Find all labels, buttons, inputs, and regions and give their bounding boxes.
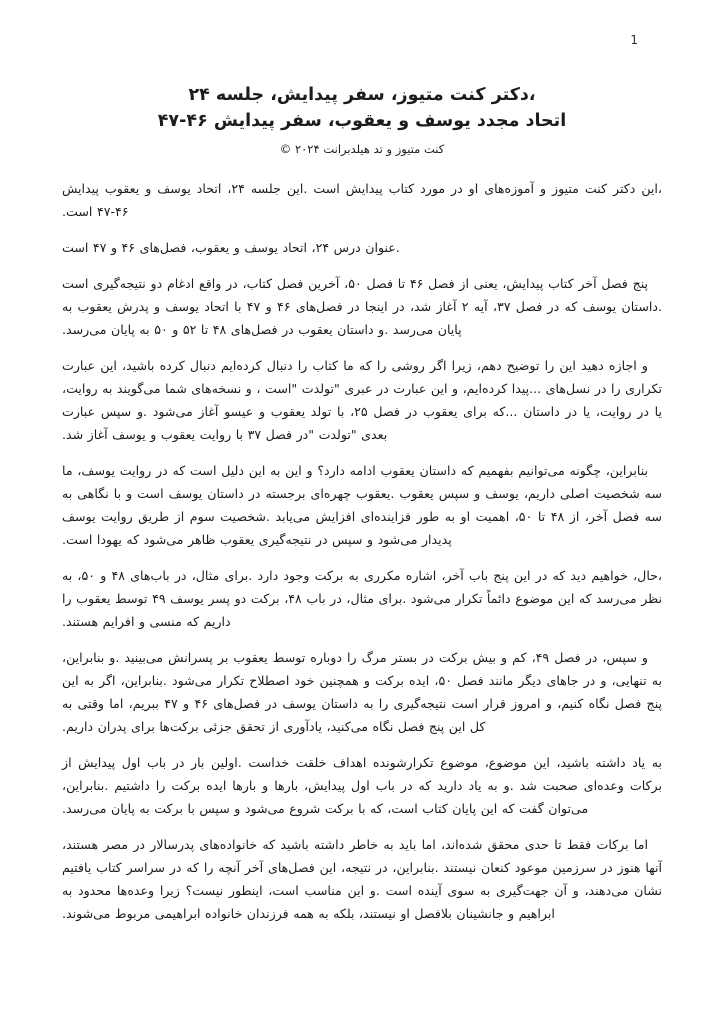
paragraph: اما برکات فقط تا حدی محقق شده‌اند، اما باید به خاطر داشته باشید که خانواده‌های پدرسالار در مصر هستند، آنها هنوز در سرزمین موعود کنعان نیستند .بنابراین، در نتیجه، این فصل‌های آخر آنچه را که در سراسر کتاب یافتیم نشان می‌دهند، و آن جهت‌گیری به سوی آینده است .و این مناسب است، اینطور نیست؟ زیرا وعده‌ها محدود به ابراهیم و جانشینان بلافصل او نیستند، بلکه به همه فرزندان خانواده ابراهیمی مربوط می‌شوند. <box>62 837 662 921</box>
paragraph: بنابراین، چگونه می‌توانیم بفهمیم که داستان یعقوب ادامه دارد؟ و این به این دلیل است که در روایت یوسف، ما سه شخصیت اصلی داریم، یوسف و سپس یعقوب .یعقوب چهره‌ای برجسته در داستان یوسف است و با نگاهی به سه فصل آخر، از ۴۸ تا ۵۰، اهمیت او به طور فزاینده‌ای افزایش می‌یابد .شخصیت سوم از طریق روایت یوسف پدیدار می‌شود و سپس در نتیجه‌گیری یعقوب ظاهر می‌شود که یهودا است. <box>62 463 662 547</box>
paragraph: پنج فصل آخر کتاب پیدایش، یعنی از فصل ۴۶ تا فصل ۵۰، آخرین فصل کتاب، در واقع ادغام دو نتیجه‌گیری است .داستان یوسف که در فصل ۳۷، آیه ۲ آغاز شد، در اینجا در فصل‌های ۴۶ و ۴۷ با اتحاد یوسف و پدرش یعقوب به پایان می‌رسد .و داستان یعقوب در فصل‌های ۴۸ تا ۵۲ و ۵۰ به پایان می‌رسد. <box>62 276 663 337</box>
document-title-line-1: ،دکتر کنت متیوز، سفر پیدایش، جلسه ۲۴ <box>188 85 536 105</box>
document-body <box>62 177 662 925</box>
copyright-line: کنت متیوز و تد هیلدبرانت ۲۰۲۴ © <box>279 142 445 156</box>
title-block <box>0 82 724 157</box>
paragraph: .عنوان درس ۲۴، اتحاد یوسف و یعقوب، فصل‌های ۴۶ و ۴۷ است <box>62 240 400 255</box>
document-title-line-2: اتحاد مجدد یوسف و یعقوب، سفر پیدایش ۴۶-۴۷ <box>157 111 567 131</box>
paragraph: به یاد داشته باشید، این موضوع، موضوع تکرارشونده اهداف خلقت خداست .اولین بار در باب اول پیدایش از برکات وعده‌ای صحبت شد .و به یاد دارید که در باب اول پیدایش، بارها و بارها ایده برکت را داشتیم .بنابراین، می‌توان گفت که این پایان کتاب است، که با برکت شروع می‌شود و سپس با برکت به پایان می‌رسد. <box>62 755 662 816</box>
paragraph: و سپس، در فصل ۴۹، کم و بیش برکت در بستر مرگ را دوباره توسط یعقوب بر پسرانش می‌بینید .و بنابراین، به تنهایی، و در جاهای دیگر مانند فصل ۵۰، ایده برکت و همچنین خود اصطلاح تکرار می‌شود .بنابراین، اگر به این پنج فصل نگاه کنیم، و امروز قرار است نتیجه‌گیری را به داستان یوسف در فصل‌های ۴۶ و ۴۷ ببریم، اما وقتی به کل این پنج فصل نگاه می‌کنید، یادآوری از تحقق جزئی برکت‌ها برای پدران داریم. <box>62 650 662 734</box>
paragraph: و اجازه دهید این را توضیح دهم، زیرا اگر روشی را که ما کتاب را دنبال کرده‌ایم دنبال کرده باشید، این عبارت تکراری را در نسل‌های ...پیدا کرده‌ایم، و این عبارت در عبری "تولدت "است ، و نسخه‌های شما می‌گویند به روایت، یا در روایت، یا در داستان ...که برای یعقوب در فصل ۲۵، با تولد یعقوب و عیسو آغاز می‌شود .و سپس عبارت بعدی "تولدت "در فصل ۳۷ با روایت یعقوب و یوسف آغاز شد. <box>62 358 663 442</box>
paragraph: ،حال، خواهیم دید که در این پنج باب آخر، اشاره مکرری به برکت وجود دارد .برای مثال، در باب‌های ۴۸ و ۵۰، به نظر می‌رسد که این موضوع دائماً تکرار می‌شود .برای مثال، در باب ۴۸، برکت دو پسر یوسف ۴۹ توسط یعقوب را داریم که منسی و افرایم هستند. <box>62 568 663 629</box>
paragraph: ،این دکتر کنت متیوز و آموزه‌های او در مورد کتاب پیدایش است .این جلسه ۲۴، اتحاد یوسف و یعقوب پیدایش ۴۶-۴۷ است. <box>62 181 662 219</box>
page-number: 1 <box>630 33 638 47</box>
